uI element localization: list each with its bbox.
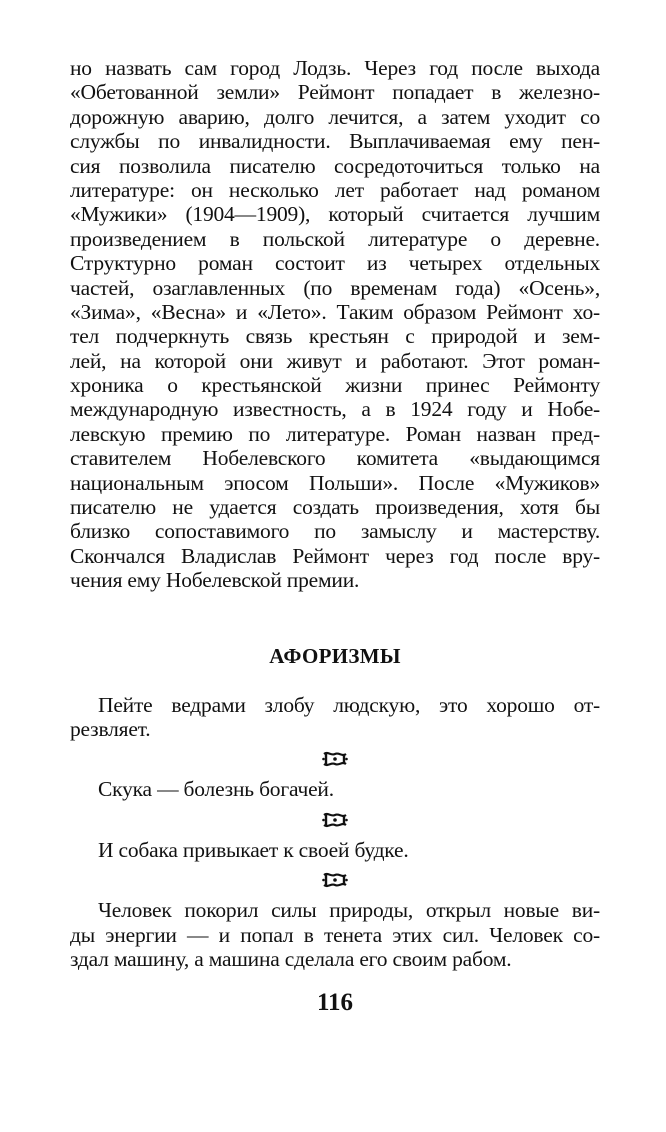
- aphorism-4: [70, 898, 600, 971]
- text-line: тел подчеркнуть связь крестьян с природой и зем-: [70, 324, 600, 349]
- book-page: [70, 56, 600, 1017]
- text-line: хроника о крестьянской жизни принес Реймонту: [70, 373, 600, 398]
- text-line: службы по инвалидности. Выплачиваемая ему пен-: [70, 129, 600, 154]
- aphorism-3: [70, 838, 600, 862]
- page-number: 116: [316, 989, 354, 1017]
- floral-ornament-icon: [70, 862, 600, 898]
- aphorism-line: И собака привыкает к своей будке.: [98, 837, 409, 862]
- text-line: лей, на которой они живут и работают. Этот роман-: [70, 348, 600, 373]
- text-line: национальным эпосом Польши». После «Мужиков»: [70, 470, 600, 495]
- text-line: международную известность, а в 1924 году и Нобе-: [70, 397, 600, 422]
- text-line: «Обетованной земли» Реймонт попадает в железно-: [70, 80, 600, 105]
- text-line: писателю не удается создать произведения, хотя бы: [70, 495, 600, 520]
- body-text: [70, 56, 600, 593]
- text-line: литературе: он несколько лет работает над романом: [70, 177, 600, 202]
- aphorism-2: [70, 777, 600, 801]
- text-line: чения ему Нобелевской премии.: [70, 568, 360, 593]
- aphorism-line: здал машину, а машина сделала его своим рабом.: [70, 946, 512, 971]
- text-line: «Мужики» (1904—1909), который считается лучшим: [70, 202, 600, 227]
- aphorism-line: Скука — болезнь богачей.: [98, 777, 334, 802]
- text-line: ставителем Нобелевского комитета «выдающимся: [70, 446, 600, 471]
- aphorism-line: ды энергии — и попал в тенета этих сил. Человек со-: [70, 922, 600, 947]
- floral-ornament-icon: [70, 802, 600, 838]
- text-line: левскую премию по литературе. Роман назван пред-: [70, 421, 600, 446]
- aphorism-line: резвляет.: [70, 716, 151, 741]
- aphorism-1: [70, 693, 600, 742]
- text-line: но назвать сам город Лодзь. Через год после выхода: [70, 56, 600, 80]
- text-line: сия позволила писателю сосредоточиться только на: [70, 153, 600, 178]
- aphorism-list: [70, 693, 600, 972]
- text-line: Структурно роман состоит из четырех отдельных: [70, 251, 600, 276]
- text-line: Скончался Владислав Реймонт через год после вру-: [70, 543, 600, 568]
- text-line: произведением в польской литературе о деревне.: [70, 226, 600, 251]
- text-line: близко сопоставимого по замыслу и мастерству.: [70, 519, 600, 544]
- section-heading: АФОРИЗМЫ: [269, 643, 401, 668]
- text-line: частей, озаглавленных (по временам года) «Осень»,: [70, 275, 600, 300]
- text-line: «Зима», «Весна» и «Лето». Таким образом Реймонт хо-: [70, 299, 600, 324]
- aphorism-line: Пейте ведрами злобу людскую, это хорошо от-: [98, 692, 600, 717]
- aphorism-line: Человек покорил силы природы, открыл новые ви-: [98, 898, 600, 923]
- text-line: дорожную аварию, долго лечится, а затем уходит со: [70, 104, 600, 129]
- floral-ornament-icon: [70, 741, 600, 777]
